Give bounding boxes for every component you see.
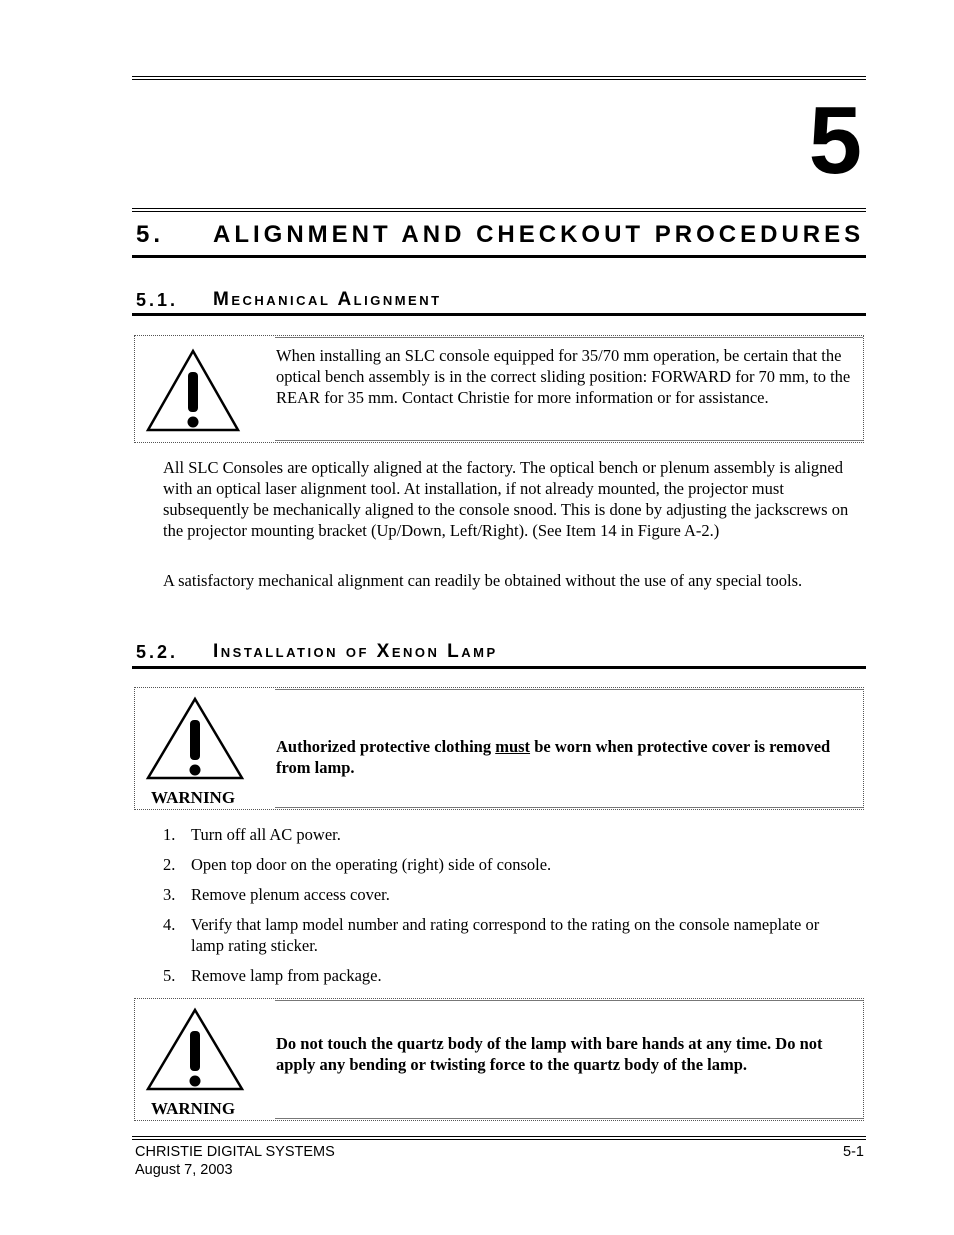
step-number: 4. xyxy=(163,915,176,934)
section-5-2-rule xyxy=(132,666,866,669)
step-text: Verify that lamp model number and rating correspond to the rating on the console nameplate or lamp rating sticker. xyxy=(191,915,820,955)
warning-text-quartz: Do not touch the quartz body of the lamp with bare hands at any time. Do not apply any bending or twisting force to the quartz body of the lamp. xyxy=(276,1034,823,1074)
warning-triangle-icon xyxy=(145,696,245,782)
list-item xyxy=(163,914,866,956)
section-number: 5.1. xyxy=(136,290,179,310)
section-5-1-rule xyxy=(132,313,866,316)
warning-label: WARNING xyxy=(151,788,236,807)
chapter-number: 5 xyxy=(808,87,862,194)
caution-box-top-line xyxy=(275,337,863,338)
top-rule xyxy=(132,76,866,77)
step-number: 3. xyxy=(163,885,176,904)
section-heading-5-1 xyxy=(136,289,866,311)
warning-box-clothing xyxy=(134,687,864,810)
warning-text-emphasis: must xyxy=(495,737,531,756)
warning-box-bottom-line xyxy=(275,807,863,808)
warning-text-part: Authorized protective clothing xyxy=(276,737,496,756)
page-footer xyxy=(135,1143,864,1179)
list-item xyxy=(163,824,866,845)
warning-text-part: be worn when protective cover is removed from lamp. xyxy=(276,737,831,777)
list-item xyxy=(163,965,866,986)
step-text: Turn off all AC power. xyxy=(191,825,341,844)
step-number: 2. xyxy=(163,855,176,874)
footer-company: CHRISTIE DIGITAL SYSTEMS xyxy=(135,1144,335,1160)
step-number: 5. xyxy=(163,966,176,985)
warning-box-quartz xyxy=(134,998,864,1121)
chapter-heading xyxy=(136,220,866,250)
section-number: 5.2. xyxy=(136,642,179,662)
footer-page-number: 5-1 xyxy=(843,1144,864,1160)
section-heading-5-2 xyxy=(136,641,866,663)
heading1-bottom-rule xyxy=(132,255,866,258)
paragraph-alignment-tools: A satisfactory mechanical alignment can readily be obtained without the use of any special tools. xyxy=(163,571,803,590)
step-text: Remove lamp from package. xyxy=(191,966,382,985)
lamp-install-steps xyxy=(163,824,866,995)
step-number: 1. xyxy=(163,825,176,844)
warning-box-top-line xyxy=(275,689,863,690)
warning-label: WARNING xyxy=(151,1099,236,1118)
caution-triangle-icon xyxy=(145,348,241,434)
warning-box-top-line xyxy=(275,1000,863,1001)
heading1-top-rule xyxy=(132,208,866,209)
section-title: Installation of Xenon Lamp xyxy=(213,641,498,662)
step-text: Remove plenum access cover. xyxy=(191,885,390,904)
chapter-heading-number: 5. xyxy=(136,221,165,248)
warning-box-bottom-line xyxy=(275,1118,863,1119)
top-rule-inner xyxy=(132,79,866,80)
heading1-top-rule-inner xyxy=(132,211,866,212)
footer-rule-inner xyxy=(132,1139,866,1140)
caution-box-bottom-line xyxy=(275,440,863,441)
warning-triangle-icon xyxy=(145,1007,245,1093)
footer-date: August 7, 2003 xyxy=(135,1162,233,1178)
paragraph-alignment: All SLC Consoles are optically aligned at the factory. The optical bench or plenum assembly is aligned with an optical laser alignment tool. At installation, if not already mounted, the projector must subsequently be mechanically aligned to the console snood. This is done by adjusting the jackscrews on the projector mounting bracket (Up/Down, Left/Right). (See Item 14 in Figure A-2.) xyxy=(163,458,849,540)
caution-text: When installing an SLC console equipped for 35/70 mm operation, be certain that the optical bench assembly is in the correct sliding position: FORWARD for 70 mm, to the REAR for 35 mm. Contact Christie for more information or for assistance. xyxy=(276,346,851,407)
footer-rule xyxy=(132,1136,866,1137)
list-item xyxy=(163,884,866,905)
step-text: Open top door on the operating (right) side of console. xyxy=(191,855,552,874)
chapter-heading-title: ALIGNMENT AND CHECKOUT PROCEDURES xyxy=(213,221,865,248)
list-item xyxy=(163,854,866,875)
caution-box xyxy=(134,335,864,443)
warning-text-clothing xyxy=(276,736,856,778)
section-title: Mechanical Alignment xyxy=(213,289,442,310)
